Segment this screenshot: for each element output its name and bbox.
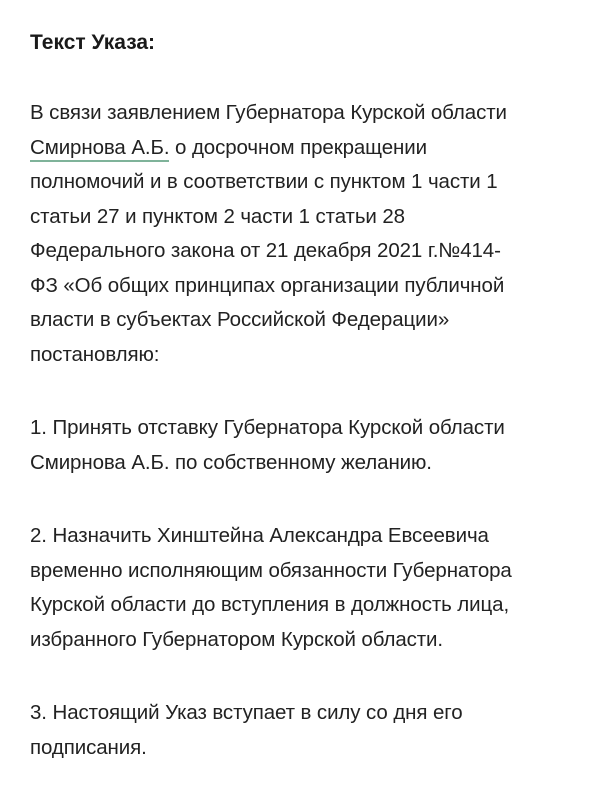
intro-line-8: постановляю: <box>30 342 160 366</box>
intro-line-2 <box>30 131 574 166</box>
item-3-line-2: подписания. <box>30 735 147 759</box>
item-3-paragraph <box>30 696 574 765</box>
intro-line-7: власти в субъектах Российской Федерации» <box>30 308 450 331</box>
intro-line-4: статьи 27 и пунктом 2 части 1 статьи 28 <box>30 204 405 228</box>
item-3-line-1: 3. Настоящий Указ вступает в силу со дня его <box>30 701 463 724</box>
document-heading: Текст Указа: <box>30 31 156 54</box>
intro-paragraph <box>30 96 574 372</box>
item-1-paragraph <box>30 411 574 480</box>
item-1-line-2: Смирнова А.Б. по собственному желанию. <box>30 450 432 474</box>
intro-line-3: полномочий и в соответствии с пунктом 1 части 1 <box>30 170 498 193</box>
item-2-line-1: 2. Назначить Хинштейна Александра Евсеевича <box>30 524 489 547</box>
intro-line-5: Федерального закона от 21 декабря 2021 г.№414- <box>30 239 501 262</box>
item-2-line-2: временно исполняющим обязанности Губернатора <box>30 558 512 582</box>
item-1-line-1: 1. Принять отставку Губернатора Курской области <box>30 416 505 439</box>
item-2-paragraph <box>30 519 574 657</box>
intro-line-6: ФЗ «Об общих принципах организации публичной <box>30 273 505 297</box>
intro-line-1: В связи заявлением Губернатора Курской области <box>30 101 507 124</box>
intro-line-2-text: о досрочном прекращении <box>169 135 427 159</box>
item-2-line-3: Курской области до вступления в должность лица, <box>30 593 510 616</box>
item-2-line-4: избранного Губернатором Курской области. <box>30 627 444 651</box>
smirnov-link[interactable]: Смирнова А.Б. <box>30 136 169 162</box>
